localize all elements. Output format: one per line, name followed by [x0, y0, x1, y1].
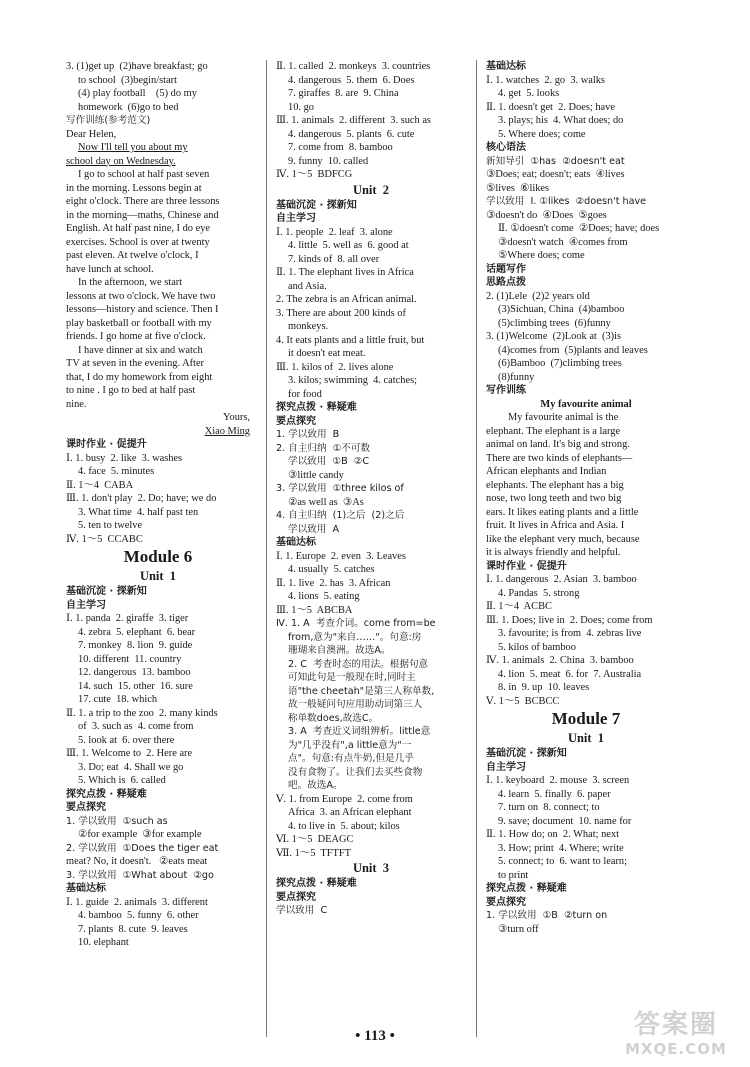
text-line: Ⅰ. 1. guide 2. animals 3. different	[66, 896, 208, 908]
text-line: lessons at two o'clock. We have two	[66, 290, 216, 302]
text-line: 可知此句是一般现在时,同时主	[288, 672, 416, 683]
section-heading: 探究点拨 · 释疑难	[66, 788, 147, 800]
text-line: My favourite animal is the	[508, 412, 619, 423]
text-line: 10. go	[288, 101, 314, 113]
text-line: ears. It likes eating plants and a little	[486, 506, 639, 518]
section-heading: 写作训练	[486, 385, 526, 396]
text-line: (4) play football (5) do my	[78, 88, 197, 99]
text-line: 点"。句意:有点牛奶,但是几乎	[288, 753, 414, 764]
section-heading: 课时作业 · 促提升	[66, 439, 147, 450]
text-line: 4. usually 5. catches	[288, 564, 375, 575]
text-line: 故一般疑问句应用助动词第三人	[288, 699, 423, 710]
text-line: 9. save; document 10. name for	[498, 815, 632, 827]
text-line: ②as well as ③As	[288, 496, 364, 508]
section-heading: 探究点拨 · 释疑难	[276, 878, 357, 889]
section-heading: 探究点拨 · 释疑难	[486, 883, 567, 894]
text-line: Ⅲ. 1. animals 2. different 3. such as	[276, 115, 431, 126]
text-line: Ⅱ. 1～4 ACBC	[486, 601, 552, 612]
section-heading: 课时作业 · 促提升	[486, 560, 567, 572]
text-line: play basketball or football with my	[66, 317, 212, 329]
text-line: (4)comes from (5)plants and leaves	[498, 344, 648, 356]
unit-heading: Unit 3	[352, 861, 390, 875]
section-heading: 基础沉淀 · 探新知	[276, 199, 357, 211]
text-line: Ⅰ. 1. busy 2. like 3. washes	[66, 452, 183, 464]
text-line: (3)Sichuan, China (4)bamboo	[498, 304, 625, 315]
text-line: 5. kilos of bamboo	[498, 641, 576, 653]
text-line: 2. 学以致用 ①Does the tiger eat	[66, 842, 219, 854]
section-heading: 要点探究	[66, 802, 106, 813]
text-line: nine.	[66, 398, 87, 410]
text-line: exercises. School is over at twenty	[66, 236, 210, 248]
text-line: Ⅱ. 1～4 CABA	[66, 479, 134, 491]
section-heading: 要点探究	[276, 891, 316, 903]
text-line: Ⅰ. 1. panda 2. giraffe 3. tiger	[66, 613, 189, 624]
text-line: 3. 学以致用 ①What about ②go	[66, 869, 214, 881]
page-number: • 113 •	[355, 1028, 395, 1044]
text-line: 3. 学以致用 ①three kilos of	[276, 483, 404, 494]
text-line: 4. get 5. looks	[498, 88, 560, 99]
text-line: that, I do my homework from eight	[66, 371, 213, 383]
unit-heading: Unit 1	[139, 569, 177, 583]
text-line: 3. kilos; swimming 4. catches;	[288, 375, 418, 386]
text-line: Ⅳ. 1. A 考查介词。come from=be	[276, 618, 436, 629]
text-line: and Asia.	[288, 280, 327, 292]
text-line: it doesn't eat meat.	[288, 348, 366, 359]
text-line: ⑤Where does; come	[498, 250, 585, 261]
text-line: 3. Do; eat 4. Shall we go	[78, 761, 184, 773]
text-line: 7. giraffes 8. are 9. China	[288, 88, 399, 99]
text-line: to nine . I go to bed at half past	[66, 385, 196, 396]
text-line: Ⅲ. 1. kilos of 2. lives alone	[276, 361, 394, 373]
text-line: 1. 学以致用 ①such as	[66, 815, 168, 827]
text-line: 7. come from 8. bamboo	[288, 142, 393, 153]
text-line: school day on Wednesday.	[66, 155, 176, 167]
text-line: 1. 学以致用 ①B ②turn on	[486, 910, 608, 921]
text-line: 1. 学以致用 B	[276, 429, 340, 440]
text-line: 为"几乎没有",a little意为"一	[288, 739, 412, 751]
text-line: 4. to live in 5. about; kilos	[288, 820, 400, 832]
text-line: in the morning. Lessons begin at	[66, 182, 202, 194]
column-separator	[266, 60, 267, 1037]
text-line: 5. look at 6. over there	[78, 734, 175, 746]
text-line: meat? No, it doesn't. ②eats meat	[66, 856, 208, 867]
text-line: Ⅴ. 1～5 BCBCC	[486, 695, 560, 707]
text-line: (8)funny	[498, 371, 535, 383]
text-line: 7. monkey 8. lion 9. guide	[78, 640, 193, 651]
text-line: 7. plants 8. cute 9. leaves	[78, 923, 188, 935]
section-heading: 基础沉淀 · 探新知	[66, 586, 147, 597]
text-line: Dear Helen,	[66, 128, 117, 140]
text-line: 4. little 5. well as 6. good at	[288, 240, 409, 251]
section-heading: 自主学习	[276, 213, 316, 224]
text-line: past eleven. At twelve o'clock, I	[66, 250, 199, 261]
text-line: Ⅴ. 1. from Europe 2. come from	[276, 793, 413, 805]
text-line: Ⅰ. 1. keyboard 2. mouse 3. screen	[486, 775, 630, 786]
text-line: TV at seven in the evening. After	[66, 358, 205, 369]
section-heading: 话题写作	[486, 263, 526, 275]
text-line: Ⅳ. 1. animals 2. China 3. bamboo	[486, 655, 634, 666]
text-line: Ⅱ. ①doesn't come ②Does; have; does	[498, 223, 660, 234]
section-heading: 思路点拨	[486, 277, 526, 288]
section-heading: 基础达标	[276, 537, 316, 548]
text-line: for food	[288, 388, 322, 400]
text-line: Ⅶ. 1～5 TFTFT	[276, 847, 351, 859]
text-line: 7. kinds of 8. all over	[288, 253, 380, 265]
section-heading: 基础达标	[66, 883, 106, 894]
text-line: 4. dangerous 5. plants 6. cute	[288, 128, 415, 140]
text-line: of 3. such as 4. come from	[78, 721, 194, 732]
text-line: lessons—history and science. Then I	[66, 304, 219, 315]
text-line: 3. (1)Welcome (2)Look at (3)is	[486, 331, 622, 342]
text-line: 17. cute 18. which	[78, 694, 158, 705]
section-heading: 自主学习	[486, 761, 526, 773]
answer-column-2	[276, 60, 466, 918]
text-line: 4. bamboo 5. funny 6. other	[78, 910, 199, 921]
text-line: African elephants and Indian	[486, 466, 607, 477]
text-line: Ⅱ. 1. How do; on 2. What; next	[486, 829, 619, 840]
text-line: 8. in 9. up 10. leaves	[498, 682, 590, 693]
text-line: English. At half past nine, I do eye	[66, 223, 210, 234]
text-line: 5. ten to twelve	[78, 520, 143, 531]
text-line: In the afternoon, we start	[78, 277, 183, 288]
text-line: 称单数does,故选C。	[288, 712, 379, 724]
section-heading: 要点探究	[276, 415, 316, 427]
answer-column-1	[66, 60, 250, 950]
text-line: to print	[498, 869, 529, 881]
section-heading: 基础达标	[486, 61, 526, 72]
text-line: Ⅲ. 1～5 ABCBA	[276, 604, 353, 616]
unit-heading: Unit 1	[567, 731, 605, 745]
text-line: elephant. The elephant is a large	[486, 425, 621, 437]
text-line: Ⅰ. 1. dangerous 2. Asian 3. bamboo	[486, 574, 637, 585]
text-line: 3. plays; his 4. What does; do	[498, 115, 624, 126]
text-line: 4. It eats plants and a little fruit, but	[276, 334, 425, 346]
text-line: 2. 自主归纳 ①不可数	[276, 442, 371, 454]
answer-column-3	[486, 60, 686, 936]
text-line: 4. dangerous 5. them 6. Does	[288, 74, 415, 86]
text-line: from,意为"来自……"。句意:房	[288, 631, 422, 643]
text-line: 3. (1)get up (2)have breakfast; go	[66, 61, 208, 72]
text-line: Ⅵ. 1～5 DEAGC	[276, 834, 354, 845]
text-line: 5. Which is 6. called	[78, 775, 166, 786]
text-line: 4. lions 5. eating	[288, 591, 360, 602]
text-line: 4. lion 5. meat 6. for 7. Australia	[498, 668, 642, 680]
text-line: 12. dangerous 13. bamboo	[78, 667, 191, 678]
text-line: 学以致用 ①B ②C	[288, 456, 370, 467]
text-line: Ⅱ. 1. called 2. monkeys 3. countries	[276, 61, 431, 72]
text-line: 学以致用 Ⅰ. ①likes ②doesn't have	[486, 196, 647, 207]
text-line: 9. funny 10. called	[288, 155, 369, 167]
text-line: 吧。故选A。	[288, 780, 343, 791]
text-line: Ⅳ. 1～5 BDFCG	[276, 169, 353, 180]
section-heading: 探究点拨 · 释疑难	[276, 402, 357, 413]
text-line: 4. 自主归纳 (1)之后 (2)之后	[276, 510, 405, 521]
column-separator	[476, 60, 477, 1037]
text-line: have lunch at school.	[66, 263, 154, 275]
section-heading: 核心语法	[486, 142, 526, 153]
text-line: 2. C 考查时态的用法。根据句意	[288, 658, 429, 670]
text-line: 3. There are about 200 kinds of	[276, 307, 406, 319]
text-line: it is always friendly and helpful.	[486, 547, 621, 558]
text-line: I have dinner at six and watch	[78, 344, 203, 356]
text-line: ③doesn't do ④Does ⑤goes	[486, 209, 607, 221]
text-line: 珊瑚来自澳洲。故选A。	[288, 645, 391, 656]
text-line: 新知导引 ①has ②doesn't eat	[486, 155, 625, 167]
text-line: Ⅰ. 1. watches 2. go 3. walks	[486, 74, 605, 86]
text-line: Ⅱ. 1. The elephant lives in Africa	[276, 267, 414, 278]
text-line: Ⅱ. 1. a trip to the zoo 2. many kinds	[66, 707, 218, 719]
text-line: Ⅳ. 1～5 CCABC	[66, 533, 143, 545]
watermark-url: MXQE.COM	[625, 1040, 727, 1058]
text-line: ②for example ③for example	[78, 829, 202, 840]
section-heading: 基础沉淀 · 探新知	[486, 748, 567, 759]
text-line: There are two kinds of elephants—	[486, 452, 633, 464]
text-line: 10. different 11. country	[78, 653, 182, 665]
watermark-logo	[606, 1010, 746, 1065]
text-line: to school (3)begin/start	[78, 74, 177, 86]
text-line: Xiao Ming	[204, 425, 250, 437]
text-line: 没有食物了。让我们去买些食物	[288, 766, 423, 778]
text-line: 学以致用 C	[276, 905, 328, 916]
text-line: Ⅱ. 1. live 2. has 3. African	[276, 577, 391, 589]
text-line: (6)Bamboo (7)climbing trees	[498, 358, 622, 369]
text-line: Africa 3. an African elephant	[288, 807, 412, 818]
text-line: friends. I go home at five o'clock.	[66, 331, 206, 342]
module-heading: Module 7	[551, 709, 621, 728]
text-line: monkeys.	[288, 321, 329, 332]
text-line: 4. face 5. minutes	[78, 466, 155, 477]
section-heading: 自主学习	[66, 599, 106, 611]
text-line: Ⅰ. 1. people 2. leaf 3. alone	[276, 226, 393, 238]
text-line: 3. favourite; is from 4. zebras live	[498, 628, 642, 639]
text-line: ③Does; eat; doesn't; eats ④lives	[486, 169, 625, 180]
text-line: 4. learn 5. finally 6. paper	[498, 788, 611, 800]
text-line: 语"the cheetah"是第三人称单数,	[288, 685, 435, 697]
text-line: ③doesn't watch ④comes from	[498, 236, 628, 248]
text-line: 4. Pandas 5. strong	[498, 587, 580, 599]
module-heading: Module 6	[123, 547, 193, 566]
text-line: Yours,	[223, 412, 250, 423]
text-line: 4. zebra 5. elephant 6. bear	[78, 626, 196, 638]
text-line: 5. connect; to 6. want to learn;	[498, 856, 627, 867]
text-line: 2. (1)Lele (2)2 years old	[486, 290, 590, 302]
text-line: in the morning—maths, Chinese and	[66, 209, 219, 221]
text-line: 2. The zebra is an African animal.	[276, 294, 417, 305]
text-line: Ⅱ. 1. doesn't get 2. Does; have	[486, 101, 615, 113]
watermark-text: 答案圈	[633, 1010, 718, 1040]
text-line: animal on land. It's big and strong.	[486, 439, 630, 450]
text-line: 3. How; print 4. Where; write	[498, 842, 624, 854]
text-line: elephants. The elephant has a big	[486, 479, 624, 491]
text-line: I go to school at half past seven	[78, 169, 210, 180]
text-line: Ⅲ. 1. Welcome to 2. Here are	[66, 748, 193, 759]
text-line: 学以致用 A	[288, 523, 340, 535]
text-line: eight o'clock. There are three lessons	[66, 196, 220, 207]
text-line: like the elephant very much, because	[486, 533, 640, 545]
text-line: Ⅲ. 1. Does; live in 2. Does; come from	[486, 614, 653, 626]
text-line: nose, two long teeth and two big	[486, 493, 622, 504]
unit-heading: Unit 2	[352, 182, 390, 197]
text-line: 5. Where does; come	[498, 128, 586, 140]
text-line: 10. elephant	[78, 937, 129, 948]
text-line: 14. such 15. other 16. sure	[78, 680, 193, 692]
text-line: Now I'll tell you about my	[78, 142, 188, 153]
section-heading: 要点探究	[486, 896, 526, 908]
text-line: 7. turn on 8. connect; to	[498, 802, 600, 813]
text-line: My favourite animal	[540, 398, 632, 410]
text-line: Ⅲ. 1. don't play 2. Do; have; we do	[66, 493, 217, 504]
text-line: ⑤lives ⑥likes	[486, 182, 550, 194]
text-line: 写作训练(参考范文)	[66, 115, 151, 126]
text-line: Ⅰ. 1. Europe 2. even 3. Leaves	[276, 550, 406, 562]
text-line: ③little candy	[288, 469, 344, 481]
text-line: ③turn off	[498, 923, 539, 935]
text-line: 3. A 考查近义词组辨析。little意	[288, 726, 431, 737]
text-line: 3. What time 4. half past ten	[78, 506, 199, 518]
text-line: (5)climbing trees (6)funny	[498, 317, 611, 329]
text-line: homework (6)go to bed	[78, 101, 179, 113]
text-line: fruit. It lives in Africa and Asia. I	[486, 520, 625, 531]
